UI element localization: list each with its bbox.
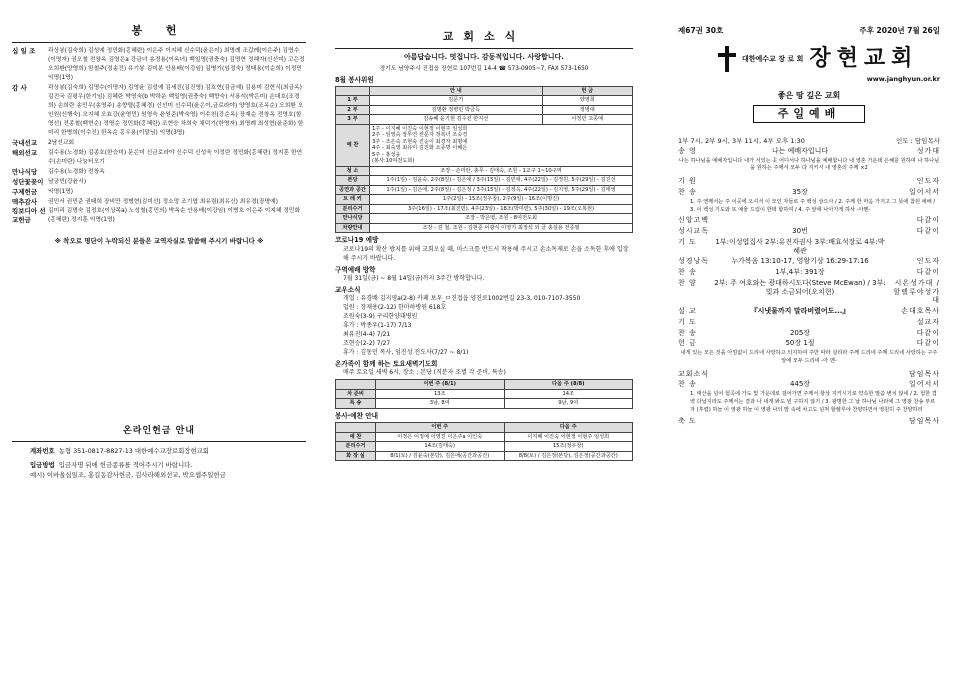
table-header: 이번 주 xyxy=(376,423,505,433)
service-times xyxy=(678,137,940,145)
table-cell: 이지혜 이진숙 이현정 이현주 임성희 xyxy=(504,432,633,442)
offering-row xyxy=(12,139,306,148)
order-content: 1부:이성엽집사 2부:유진자권사 3부:배효석장로 4부:박혜관 xyxy=(715,237,885,255)
offerings-column xyxy=(0,0,312,679)
order-leader: 다같이 xyxy=(916,227,940,236)
offering-row xyxy=(12,168,306,177)
order-leader: 성가대 xyxy=(916,146,940,155)
table-row xyxy=(336,399,633,409)
table-cell: 1주(2일) - 15조(정우창), 2주(9일) - 16조(이명진) xyxy=(370,195,633,205)
order-item xyxy=(678,318,940,327)
order-leader: 담임목사 xyxy=(908,369,940,378)
order-leader: 다같이 xyxy=(916,216,940,225)
closing-hymn-text: 1. 태산을 넘어 험곡에 가도 빛 가운데로 걸어가면 주께서 항상 지키시기로 약속한 말씀 변치 않네 / 2. 험한 겹벽 다닐지라도 주께서는 결과 나 내게 봐도 빈 구하지 않기 / 3. 광명한 그 날 하나님 나라에 그 영광 찬송 부르자 (후렴) 하늘 이 영광 하늘 이 영광 나의 맘 속에 차고도 넘쳐 할렐루야 찬양하면서 영원히 주 찬양하리 xyxy=(690,391,937,413)
order-content: 2부: 주 여호와는 광대하시도다(Steve McEwan) / 3부: 빛과 소금되어(오치현) xyxy=(714,278,886,296)
offering-row xyxy=(12,198,306,207)
table-cell: 분리수거 xyxy=(336,204,370,214)
table-row xyxy=(336,389,633,399)
offerings-heading: 봉 헌 xyxy=(131,24,187,37)
table-cell: 본당 xyxy=(336,176,370,186)
leader: 인도 : 담임목사 xyxy=(896,136,940,145)
worship-order xyxy=(678,147,940,425)
table-cell: 3남, 8여 xyxy=(376,399,505,409)
order-name: 찬 양 xyxy=(678,278,697,287)
table-cell: 15조(정우창) xyxy=(504,442,633,452)
serve-table xyxy=(335,422,633,461)
offerings-list xyxy=(12,47,306,226)
order-name: 찬 송 xyxy=(678,328,697,337)
offering-label: 해외선교 xyxy=(12,148,38,157)
table-header: 안 내 xyxy=(370,86,543,96)
order-item xyxy=(678,380,940,389)
offering-names: 남궁민(강윤서) xyxy=(48,178,87,185)
table-cell: 분리수거 xyxy=(336,442,376,452)
offering-names: 곽상봉(김숙희) 김명수(이명자) 김영윤 김성예 김세진(김진영) 김호현(김금예) 김용미 김현식(최금옥) 김진국 김평우(한기임) 김혜란 박명숙(b 박하운 백일영(권충숙) 백향숙) 서용석(박은미) 손대호(조경희) 손희란 송민우(송영주) 송향렬(홍혜경) 신선미 신수덕(윤은이,금로라야) 양영호(조옥순) 오희환 오인원(신행숙) 오지혜 오효강(윤영민) 원영숙 윤원준(박숙영) 이수천(강순옥) 장재순 전창옥 전영호(함영선) 전종철(백현순) 정명순 정민화(홍혜란) 조현승 차희숙 채덕기(한영자) 최명례 최성현(윤준화) 한미리 한병희(이수진) 한옥순 홍우용(이말님) 익명(3명) xyxy=(48,84,304,136)
offering-names: 익명(1명) xyxy=(48,188,74,195)
times: 1부 7시, 2부 9시, 3부 11시, 4부 오후 1:30 xyxy=(678,136,805,145)
table-cell: 1주(1일) - 김윤숙, 2주(8일) - 김은애 / 3주(15일) - 김민애, 4주(22일) - 김정원, 5주(29일) - 김진선 xyxy=(370,176,633,186)
prayer-line: 4주 - 최숙영 최유미 김진화 소종명 이혜은 xyxy=(372,145,468,152)
table-row xyxy=(336,105,633,115)
order-item xyxy=(678,216,940,225)
table-row xyxy=(336,442,633,452)
table-cell: 13조 xyxy=(376,389,505,399)
table-cell: 3 부 xyxy=(336,115,370,125)
creed-text: 1. 주 앤께서는 주 이곳에 오셔서 이 모인 자들로 주 백성 삼으사 / 2. 주께 한 마음 가지고 그 뜻에 참된 예배 / 3. 이 백성 기도와 또 예물 드림이 한데 합하여 / 4. 주 앞에 나아가게 하사 -아멘- xyxy=(690,198,936,213)
table-cell: 김명환 정병민 박금득 xyxy=(370,105,543,115)
order-leader: 인도자 xyxy=(916,177,940,186)
order-name: 축 도 xyxy=(678,416,697,425)
order-name: 신앙고백 xyxy=(678,216,710,225)
offering-label: 맥추감사 xyxy=(12,197,38,206)
church-address: 경기도 남양주시 진접읍 장현로 107번길 14-4 ☎ 573-0905~7, FAX 573-1650 xyxy=(379,65,589,72)
offering-label: 성단꽃꽂이 xyxy=(12,177,44,186)
table-cell: 이정은 이정예 이영진 이은주a 이인숙 xyxy=(376,432,505,442)
table-cell: 예 찬 xyxy=(336,124,370,166)
account-value: 농협 351-0817-8827-13 대한예수교장로회장현교회 xyxy=(58,446,209,455)
offering-names: 김미리 김명숙 김정호(이상목a) 노성철(홍민의) 박옥순 안용배(이강임) 이병호 이은주 이지혜 정민화(홍혜란) 정지훈 익명(1명) xyxy=(48,208,301,224)
saturday-text: 매주 토요일 새벽 6시, 장소 : 본당 (직분자 조별 각 준비, 특송) xyxy=(343,369,506,377)
table-row xyxy=(336,204,633,214)
order-item xyxy=(678,147,940,156)
order-name: 기 원 xyxy=(678,177,697,186)
news-line: 조원숙(3-9) 구리한양대병원 xyxy=(343,313,418,321)
order-name: 찬 송 xyxy=(678,187,697,196)
service-label: 8월 봉사위원 xyxy=(335,75,374,84)
table-cell: 청 소 xyxy=(336,166,370,176)
order-content: 나는 예배자입니다 xyxy=(771,146,829,155)
table-cell: 김문기 xyxy=(370,96,543,106)
order-name: 기 도 xyxy=(678,237,697,246)
offering-names: 김수용(노경화) 전창옥 xyxy=(48,168,105,175)
table-cell: 만나식당 xyxy=(336,214,370,224)
order-leader: 다같이 xyxy=(916,339,940,348)
covid-label: 코로나19 예방 xyxy=(335,236,379,245)
table-header: 다음 주 (8/8) xyxy=(504,380,633,390)
order-item xyxy=(678,307,940,316)
prayer-line: 1주 - 이지혜 이진숙 이현정 이현주 임성희 xyxy=(372,125,468,132)
omission-note: ※ 착오로 명단이 누락되신 분들은 교역자실로 말씀해 주시기 바랍니다 ※ xyxy=(54,237,264,246)
order-name: 헌 금 xyxy=(678,339,697,348)
table-cell: 정병대 xyxy=(542,105,632,115)
motto: 좋은 땅 깊은 교회 xyxy=(777,91,841,100)
offering-hymn-text: 내게 있는 모든 것을 아낌없이 드리네 사랑하고 의지하여 주만 따라 살리라 주께 드리네 주께 드리네 사랑하는 구주 앞에 모두 드리네 -아 멘- xyxy=(680,350,938,364)
news-line: 휴가 : 박종우(1-17) 7/13 xyxy=(343,322,412,330)
issue-date: 주후 2020년 7월 26일 xyxy=(859,26,940,35)
greeting: 아름답습니다. 멋집니다. 감동적입니다. 사랑합니다. xyxy=(404,52,564,61)
news-line: 조현승(2-2) 7/27 xyxy=(343,340,391,348)
order-content: 205장 xyxy=(789,328,811,337)
order-name: 성시교독 xyxy=(678,227,710,236)
order-content: 445장 xyxy=(789,380,811,389)
table-header: 다음 주 xyxy=(504,423,633,433)
order-item xyxy=(678,177,940,186)
news-line: 최유진(4-4) 7/21 xyxy=(343,331,391,339)
saturday-table xyxy=(335,379,633,409)
district-text: 7월 31일(금) ~ 8월 14일(금)까지 3주간 방학합니다. xyxy=(343,274,485,282)
order-name: 교회소식 xyxy=(678,369,710,378)
order-item xyxy=(678,417,940,426)
order-name: 찬 송 xyxy=(678,268,697,277)
table-header: 헌 금 xyxy=(542,86,632,96)
order-leader: 담임목사 xyxy=(908,416,940,425)
table-cell: 2 부 xyxy=(336,105,370,115)
table-row xyxy=(336,432,633,442)
offering-label: 감 사 xyxy=(12,83,27,92)
news-heading: 교회소식 xyxy=(442,30,526,43)
table-cell: 공연과 공간 xyxy=(336,185,370,195)
denomination: 대한예수교 장 로 회 xyxy=(742,54,804,63)
table-cell: 1주(1일) - 김은애, 2주(8일) - 김은정 / 3주(15일) - 김정옥, 4주(22일) - 김지영, 5주(29일) - 김태영 xyxy=(370,185,633,195)
table-row xyxy=(336,115,633,125)
order-item xyxy=(678,329,940,338)
issue-header xyxy=(678,26,940,35)
order-leader: 일어서서 xyxy=(908,187,940,196)
online-offering-box xyxy=(12,426,306,481)
deposit-value: 입금자명 뒤에 헌금종류를 적어주시기 바랍니다. xyxy=(58,461,193,470)
cross-icon xyxy=(718,46,736,72)
invocation-text: 나는 하나님을 예배자입니다 내가 서있는 곳 어디서나 하나님을 예배합니다 내 영혼 가운데 은혜를 원하며 나 하나님을 원하는 주께서 모두 다 지키시 내 영혼의 주께 ×2 xyxy=(678,157,940,172)
order-name: 성경낭독 xyxy=(678,257,710,266)
account-row xyxy=(30,446,306,456)
offering-names: 2남선교회 xyxy=(48,139,75,146)
order-content: 누가복음 13:10-17, 영왕기상 16:29-17:16 xyxy=(731,257,869,266)
deposit-row xyxy=(30,460,306,481)
table-cell: 3주(16일) - 17조(최진민), 4주(23일) - 18조(박미란), 5주(30일) - 19조(오복현) xyxy=(370,204,633,214)
order-item xyxy=(678,188,940,197)
order-leader: 일어서서 xyxy=(908,380,940,389)
table-row xyxy=(336,195,633,205)
offering-row xyxy=(12,149,306,167)
prayer-cell xyxy=(370,124,633,166)
table-row xyxy=(336,223,633,233)
order-leader: 다같이 xyxy=(916,268,940,277)
table-header: 이번 주 (8/1) xyxy=(376,380,505,390)
church-url[interactable]: www.janghyun.or.kr xyxy=(866,74,940,83)
table-row xyxy=(336,124,633,166)
prayer-line: 2주 - 임영숙 장무연 전문자 정복녀 조숙경 xyxy=(372,132,468,139)
offering-row xyxy=(12,47,306,83)
church-name: 장현교회 xyxy=(809,45,919,72)
saturday-label: 온가족이 함께 하는 토요새벽기도회 xyxy=(335,360,438,369)
serve-label: 봉사·예찬 안내 xyxy=(335,411,379,420)
online-title: 온라인헌금 안내 xyxy=(123,425,195,436)
table-cell: 특 송 xyxy=(336,399,376,409)
order-leader: 시온성가대 / 할렐루야성가대 xyxy=(893,278,940,305)
table-cell: 14조(김태숙) xyxy=(376,442,505,452)
order-content: 50장 1절 xyxy=(785,339,815,348)
order-leader: 인도자 xyxy=(916,257,940,266)
district-label: 구역예배 방학 xyxy=(335,265,376,274)
offering-row xyxy=(12,207,306,225)
table-row xyxy=(336,451,633,461)
deposit-example: 예시) 이바울십일조, 홍길동감사헌금, 김사라해외선교, 박요셉주일헌금 xyxy=(30,471,226,480)
table-row xyxy=(336,96,633,106)
order-name: 설 교 xyxy=(678,307,697,316)
covid-text: 코로나19의 확산 방지를 위해 교회오실 때, 마스크를 반드시 착용해 주시고 손소독제로 손을 소독한 후에 입장해 주시기 바랍니다. xyxy=(343,245,629,262)
news-column xyxy=(325,0,637,679)
table-cell: 1 부 xyxy=(336,96,370,106)
offering-label: 만나식당 xyxy=(12,167,38,176)
offering-names: 김수용(노경화) 김종호(한승미) 문은미 신금로라야 신수덕 신성욱 이정란 정민화(홍혜란) 정지훈 한연수(손미란) 나눔터오기 xyxy=(48,149,303,165)
table-cell: 김송혜 윤기현 김수진 한지선 xyxy=(370,115,543,125)
table-cell: 이정민 고종예 xyxy=(542,115,632,125)
offering-label: 국내선교 xyxy=(12,138,38,147)
offering-names: 권민서 권민준 권태희 장비만 정병현(김미선) 정소망 조기엽 최유림(최유신) 최유경(장명예) xyxy=(48,198,278,205)
prayer-line: 5주 - 홍성웅 xyxy=(372,151,401,158)
table-row xyxy=(336,166,633,176)
order-content: 1부,4부: 391장 xyxy=(775,268,825,277)
table-cell: 8/1(토) / 김윤숙(본당), 김은애(공간과공간) xyxy=(376,451,505,461)
order-name: 찬 송 xyxy=(678,380,697,389)
table-cell: 조장 - 손미란, 총무 - 김태숙, 조원 - 1교구 1~10구역 xyxy=(370,166,633,176)
table-cell: 양영희 xyxy=(542,96,632,106)
offering-row xyxy=(12,84,306,138)
offering-label: 킹보디아 선교헌금 xyxy=(12,207,46,224)
offering-row xyxy=(12,188,306,197)
worship-column xyxy=(660,0,960,679)
order-content: 『시냇물까지 말라버렸어도...』 xyxy=(750,307,850,316)
news-line: 입원 : 장재용(2-12) 한마하병원 618호 xyxy=(343,304,447,312)
table-cell: 예 찬 xyxy=(336,432,376,442)
news-line: 휴가 : 김동민 목사, 임진성 전도사(7/27 ~ 8/1) xyxy=(343,349,469,357)
table-cell: 트 레 커 xyxy=(336,195,370,205)
worship-title: 주일예배 xyxy=(753,105,865,123)
order-item xyxy=(678,257,940,266)
account-label: 계좌번호 xyxy=(30,446,55,455)
order-item xyxy=(678,279,940,305)
table-cell: 화 장 실 xyxy=(336,451,376,461)
table-cell: 14조 xyxy=(504,389,633,399)
divider xyxy=(335,48,633,49)
deposit-label: 입금방법 xyxy=(30,461,55,470)
order-name: 송 영 xyxy=(678,146,697,155)
order-content: 30번 xyxy=(792,227,808,236)
table-cell: 8/8(토) / 김은정(본당), 김은정(공간과공간) xyxy=(504,451,633,461)
table-row xyxy=(336,214,633,224)
prayer-line: 3주 - 조은숙 조현숙 진순이 최경자 최명예 xyxy=(372,138,468,145)
order-item xyxy=(678,370,940,379)
divider xyxy=(12,441,306,442)
table-cell: 조장 - 김 철, 조원 - 김현준 이광식 이영기 최정석 외 글 총실용 전종필 xyxy=(370,223,633,233)
news-line: 개업 : 유경배 김지영a(2-8) 카페 보우_ㅁ진접읍 양진로1002번길 23-3, 010-7107-3550 xyxy=(343,295,581,303)
table-cell: 차량안내 xyxy=(336,223,370,233)
prayer-note: (봉사:10여전도회) xyxy=(372,158,415,165)
issue-number: 제67권 30호 xyxy=(678,26,724,35)
table-cell: 9남, 9여 xyxy=(504,399,633,409)
news-label: 교우소식 xyxy=(335,285,361,294)
offering-label: 십 일 조 xyxy=(12,46,36,55)
church-logo xyxy=(718,45,940,73)
table-row xyxy=(336,185,633,195)
offering-row xyxy=(12,178,306,187)
offering-label: 구제헌금 xyxy=(12,187,38,196)
order-leader: 손대호목사 xyxy=(901,307,940,316)
order-item xyxy=(678,339,940,348)
order-leader: 설교자 xyxy=(916,317,940,326)
service-table xyxy=(335,86,633,234)
table-row xyxy=(336,176,633,186)
order-leader: 다같이 xyxy=(916,328,940,337)
order-content: 35장 xyxy=(792,187,808,196)
order-item xyxy=(678,268,940,277)
divider xyxy=(12,42,306,43)
order-item xyxy=(678,227,940,236)
table-cell: 차 준비 xyxy=(336,389,376,399)
table-cell: 조장 - 박은영, 조원 - 8여전도회 xyxy=(370,214,633,224)
order-item xyxy=(678,238,940,256)
news-lines xyxy=(343,294,633,357)
order-name: 기 도 xyxy=(678,317,697,326)
offering-names: 곽상봉(김숙희) 김성예 정민화(홍혜란) 이은주 이지혜 신수덕(윤은이) 최명례 조갑례(이은주) 김명수(이명자) 권오철 전창옥 김영은a 강금녀 송경용(이옥녀) 백일영(권충숙) 김명현 정혜자(신선미) 고은정 오희환(양영희) 함철주(정송진) 유기봉 김미분 안용배(이강임) 김병기(임정숙) 정태용(이순희) 이정민 익명(1명) xyxy=(48,47,305,81)
